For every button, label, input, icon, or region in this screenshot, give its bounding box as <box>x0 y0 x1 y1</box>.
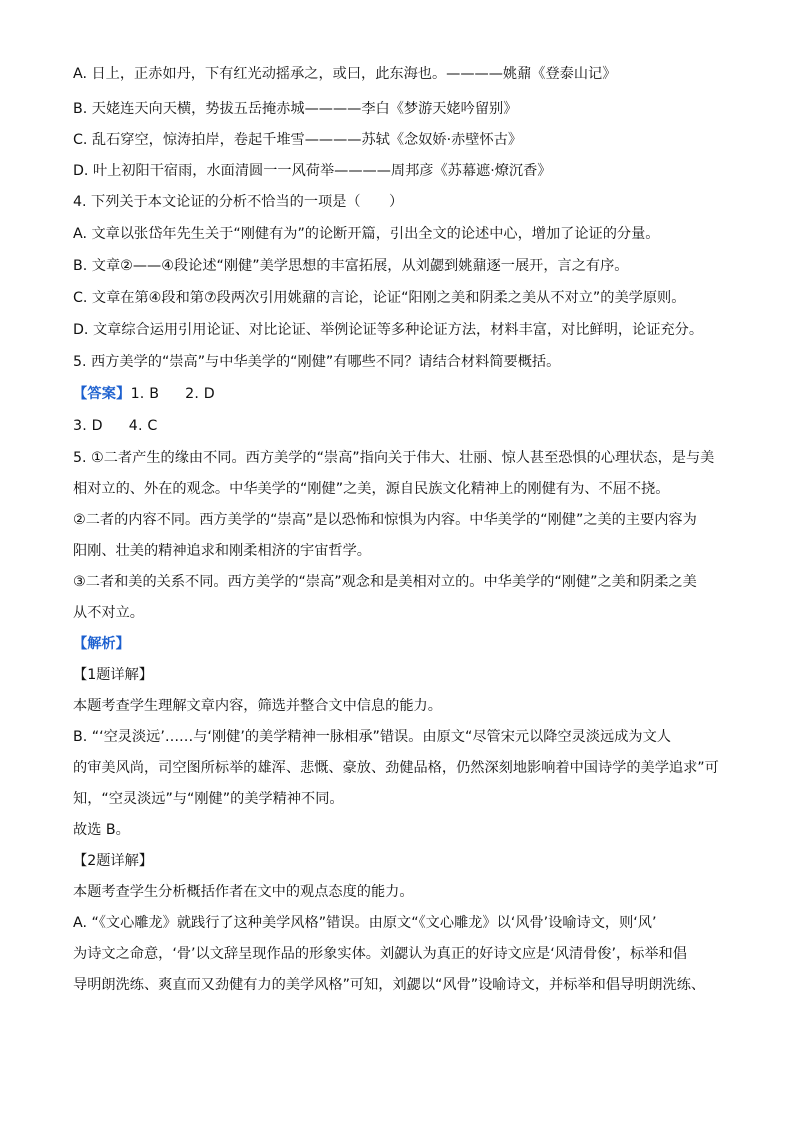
q4-stem: 4. 下列关于本文论证的分析不恰当的一项是（ ） <box>73 194 404 210</box>
detail-1-line: 故选 B。 <box>73 822 130 838</box>
answer-q1: 1. B <box>130 386 160 402</box>
question3-options <box>73 64 724 181</box>
answer-q3: 3. D <box>73 418 103 434</box>
q3-option-b: B. 天姥连天向天横，势拔五岳掩赤城————李白《梦游天姥吟留别》 <box>73 101 518 117</box>
question4 <box>73 192 724 340</box>
analysis-heading <box>73 634 724 654</box>
detail-1-line: 的审美风尚，司空图所标举的雄浑、悲慨、豪放、劲健品格，仍然深刻地影响着中国诗学的美学追求”可 <box>73 760 719 776</box>
detail-1-line: 本题考查学生理解文章内容，筛选并整合文中信息的能力。 <box>73 698 442 714</box>
answer-q5-line: 5. ①二者产生的缘由不同。西方美学的“崇高”指向关于伟大、壮丽、惊人甚至恐惧的心理状态，是与美 <box>73 450 715 466</box>
answer-q5-line: ③二者和美的关系不同。西方美学的“崇高”观念和是美相对立的。中华美学的“刚健”之美和阴柔之美 <box>73 574 697 590</box>
answer-line-1 <box>73 384 724 404</box>
analysis-tag: 【解析】 <box>73 636 130 652</box>
q3-option-d: D. 叶上初阳干宿雨，水面清圆一一风荷举————周邦彦《苏幕遮·燎沉香》 <box>73 163 552 179</box>
answer-q2: 2. D <box>185 386 215 402</box>
answer-q5-line: 阳刚、壮美的精神追求和刚柔相济的宇宙哲学。 <box>73 543 371 559</box>
detail-2-line: 本题考查学生分析概括作者在文中的观点态度的能力。 <box>73 884 414 900</box>
detail-2-line: 为诗文之命意，‘骨’以文辞呈现作品的形象实体。刘勰认为真正的好诗文应是‘风清骨俊’，标举和倡 <box>73 946 687 962</box>
answer-q5-line: 从不对立。 <box>73 605 144 621</box>
answer-tag: 【答案】 <box>73 386 131 402</box>
q4-option-d: D. 文章综合运用引用论证、对比论证、举例论证等多种论证方法，材料丰富，对比鲜明，论证充分。 <box>73 322 704 338</box>
detail-1-line: 知，“空灵淡远”与“刚健”的美学精神不同。 <box>73 791 344 807</box>
detail-2-line: A. “《文心雕龙》就践行了这种美学风格”错误。由原文“《文心雕龙》以‘风骨’设喻诗文，则‘风’ <box>73 915 657 931</box>
detail-1-line: B. “‘空灵淡远’……与‘刚健’的美学精神一脉相承”错误。由原文“尽管宋元以降空灵淡远成为文人 <box>73 729 671 745</box>
detail-1-heading: 【1题详解】 <box>73 667 153 683</box>
answer-section <box>73 384 724 623</box>
answer-q5-line: 相对立的、外在的观念。中华美学的“刚健”之美，源自民族文化精神上的刚健有为、不屈不挠。 <box>73 481 670 497</box>
q4-option-b: B. 文章②——④段论述“刚健”美学思想的丰富拓展，从刘勰到姚鼐逐一展开，言之有序。 <box>73 258 629 274</box>
question5: 5. 西方美学的“崇高”与中华美学的“刚健”有哪些不同？请结合材料简要概括。 <box>73 354 561 370</box>
q3-option-c: C. 乱石穿空，惊涛拍岸，卷起千堆雪————苏轼《念奴娇·赤壁怀古》 <box>73 132 523 148</box>
detail-2-line: 导明朗洗练、爽直而又劲健有力的美学风格”可知，刘勰以“风骨”设喻诗文，并标举和倡导明朗洗练、 <box>73 977 706 993</box>
q4-option-c: C. 文章在第④段和第⑦段两次引用姚鼐的言论，论证“阳刚之美和阴柔之美从不对立”的美学原则。 <box>73 290 686 306</box>
answer-line-2 <box>73 416 724 436</box>
answer-q5-line: ②二者的内容不同。西方美学的“崇高”是以恐怖和惊惧为内容。中华美学的“刚健”之美的主要内容为 <box>73 512 697 528</box>
detail-2-heading: 【2题详解】 <box>73 853 153 869</box>
analysis-section <box>73 634 724 995</box>
q4-option-a: A. 文章以张岱年先生关于“刚健有为”的论断开篇，引出全文的论述中心，增加了论证的分量。 <box>73 226 660 242</box>
q3-option-a: A. 日上，正赤如丹，下有红光动摇承之，或曰，此东海也。————姚鼐《登泰山记》 <box>73 66 617 82</box>
answer-q4: 4. C <box>128 418 158 434</box>
